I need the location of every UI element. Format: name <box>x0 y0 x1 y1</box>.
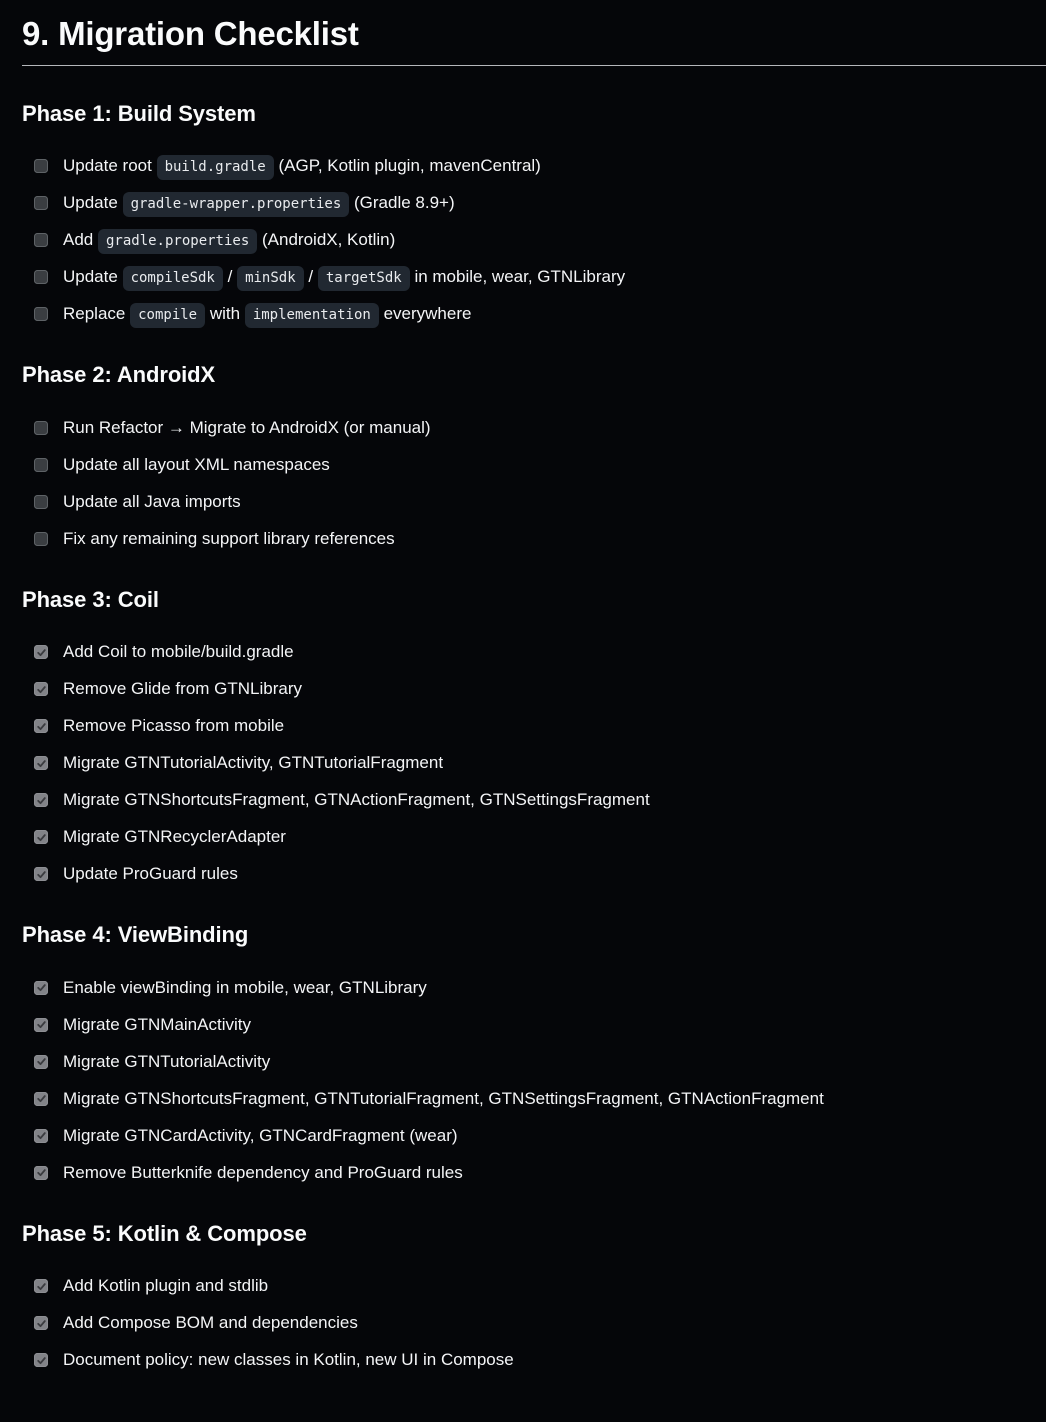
inline-code: compileSdk <box>123 266 223 291</box>
task-checkbox[interactable] <box>34 1279 48 1293</box>
task-item <box>34 1347 1028 1373</box>
task-item <box>34 1086 1028 1112</box>
task-item <box>34 415 1028 441</box>
task-text: Migrate GTNTutorialActivity, GTNTutorialFragment <box>63 753 444 773</box>
task-checkbox[interactable] <box>34 1129 48 1143</box>
section-heading: Phase 3: Coil <box>22 586 159 612</box>
task-text: Update gradle-wrapper.properties (Gradle 8.9+) <box>63 190 1028 216</box>
task-item <box>34 787 1028 813</box>
task-checkbox[interactable] <box>34 233 48 247</box>
checkmark-icon <box>36 1167 47 1178</box>
task-item <box>34 713 1028 739</box>
task-checkbox[interactable] <box>34 495 48 509</box>
task-checkbox[interactable] <box>34 1055 48 1069</box>
task-checkbox[interactable] <box>34 793 48 807</box>
task-item <box>34 1160 1028 1186</box>
task-checkbox[interactable] <box>34 532 48 546</box>
task-item <box>34 1310 1028 1336</box>
task-item <box>34 227 1028 253</box>
checkmark-icon <box>36 795 47 806</box>
task-text: Update compileSdk / minSdk / targetSdk in mobile, wear, GTNLibrary <box>63 264 1028 290</box>
task-text: Fix any remaining support library references <box>63 528 395 548</box>
task-text: Add Compose BOM and dependencies <box>63 1313 358 1333</box>
section <box>22 586 1046 888</box>
task-text: Replace compile with implementation everywhere <box>63 301 1028 327</box>
inline-code: gradle.properties <box>98 229 257 254</box>
task-item <box>34 639 1028 665</box>
task-checkbox[interactable] <box>34 307 48 321</box>
section <box>22 100 1046 328</box>
inline-code: gradle-wrapper.properties <box>123 192 350 217</box>
inline-code: implementation <box>245 303 379 328</box>
task-item <box>34 1273 1028 1299</box>
task-checkbox[interactable] <box>34 1316 48 1330</box>
task-list <box>22 975 1046 1186</box>
task-text: Update all layout XML namespaces <box>63 454 330 474</box>
task-text: Enable viewBinding in mobile, wear, GTNLibrary <box>63 977 427 997</box>
task-item <box>34 526 1028 552</box>
checkmark-icon <box>36 982 47 993</box>
task-text: Migrate GTNTutorialActivity <box>63 1051 271 1071</box>
checkmark-icon <box>36 1318 47 1329</box>
task-text: Update ProGuard rules <box>63 864 238 884</box>
task-checkbox[interactable] <box>34 270 48 284</box>
task-checkbox[interactable] <box>34 830 48 844</box>
task-text: Document policy: new classes in Kotlin, new UI in Compose <box>63 1350 514 1370</box>
task-text: Add Kotlin plugin and stdlib <box>63 1276 269 1296</box>
section <box>22 1220 1046 1374</box>
task-item <box>34 1012 1028 1038</box>
task-checkbox[interactable] <box>34 1092 48 1106</box>
checkmark-icon <box>36 869 47 880</box>
task-text: Migrate GTNRecyclerAdapter <box>63 827 286 847</box>
task-text: Add Coil to mobile/build.gradle <box>63 642 294 662</box>
task-list <box>22 415 1046 552</box>
inline-code: compile <box>130 303 205 328</box>
sections <box>22 100 1046 1374</box>
task-text: Migrate GTNShortcutsFragment, GTNTutorialFragment, GTNSettingsFragment, GTNActionFragment <box>63 1088 824 1108</box>
task-checkbox[interactable] <box>34 1166 48 1180</box>
section <box>22 361 1046 552</box>
task-text: Migrate GTNShortcutsFragment, GTNActionFragment, GTNSettingsFragment <box>63 790 650 810</box>
checkmark-icon <box>36 1019 47 1030</box>
checkmark-icon <box>36 721 47 732</box>
checkmark-icon <box>36 647 47 658</box>
task-checkbox[interactable] <box>34 1353 48 1367</box>
checkmark-icon <box>36 684 47 695</box>
task-list <box>22 639 1046 887</box>
task-text: Remove Glide from GTNLibrary <box>63 679 303 699</box>
task-checkbox[interactable] <box>34 719 48 733</box>
section-heading: Phase 4: ViewBinding <box>22 922 249 948</box>
checkmark-icon <box>36 1281 47 1292</box>
task-item <box>34 676 1028 702</box>
task-text: Run Refactor → Migrate to AndroidX (or manual) <box>63 417 431 437</box>
task-checkbox[interactable] <box>34 159 48 173</box>
checkmark-icon <box>36 1355 47 1366</box>
section-heading: Phase 5: Kotlin & Compose <box>22 1220 307 1246</box>
task-checkbox[interactable] <box>34 421 48 435</box>
task-checkbox[interactable] <box>34 867 48 881</box>
task-item <box>34 824 1028 850</box>
inline-code: build.gradle <box>157 155 274 180</box>
task-text: Remove Butterknife dependency and ProGuard rules <box>63 1162 463 1182</box>
task-list <box>22 1273 1046 1373</box>
inline-code: targetSdk <box>318 266 410 291</box>
task-item <box>34 1123 1028 1149</box>
checkmark-icon <box>36 758 47 769</box>
task-checkbox[interactable] <box>34 981 48 995</box>
task-checkbox[interactable] <box>34 756 48 770</box>
section <box>22 921 1046 1186</box>
section-heading: Phase 2: AndroidX <box>22 362 216 388</box>
task-item <box>34 1049 1028 1075</box>
task-text: Migrate GTNCardActivity, GTNCardFragment (wear) <box>63 1125 458 1145</box>
section-heading: Phase 1: Build System <box>22 100 256 126</box>
task-item <box>34 153 1028 179</box>
task-item <box>34 489 1028 515</box>
task-checkbox[interactable] <box>34 1018 48 1032</box>
task-checkbox[interactable] <box>34 645 48 659</box>
task-item <box>34 452 1028 478</box>
checkmark-icon <box>36 1093 47 1104</box>
task-list <box>22 153 1046 327</box>
inline-code: minSdk <box>237 266 304 291</box>
task-checkbox[interactable] <box>34 458 48 472</box>
task-item <box>34 975 1028 1001</box>
task-item <box>34 264 1028 290</box>
checkmark-icon <box>36 1056 47 1067</box>
task-item <box>34 750 1028 776</box>
task-text: Add gradle.properties (AndroidX, Kotlin) <box>63 227 1028 253</box>
task-text: Remove Picasso from mobile <box>63 716 285 736</box>
task-item <box>34 190 1028 216</box>
task-checkbox[interactable] <box>34 682 48 696</box>
page-title: 9. Migration Checklist <box>22 14 1046 66</box>
task-item <box>34 301 1028 327</box>
task-text: Update root build.gradle (AGP, Kotlin plugin, mavenCentral) <box>63 153 1028 179</box>
checkmark-icon <box>36 832 47 843</box>
checkmark-icon <box>36 1130 47 1141</box>
task-text: Update all Java imports <box>63 491 241 511</box>
task-item <box>34 861 1028 887</box>
task-text: Migrate GTNMainActivity <box>63 1014 251 1034</box>
task-checkbox[interactable] <box>34 196 48 210</box>
